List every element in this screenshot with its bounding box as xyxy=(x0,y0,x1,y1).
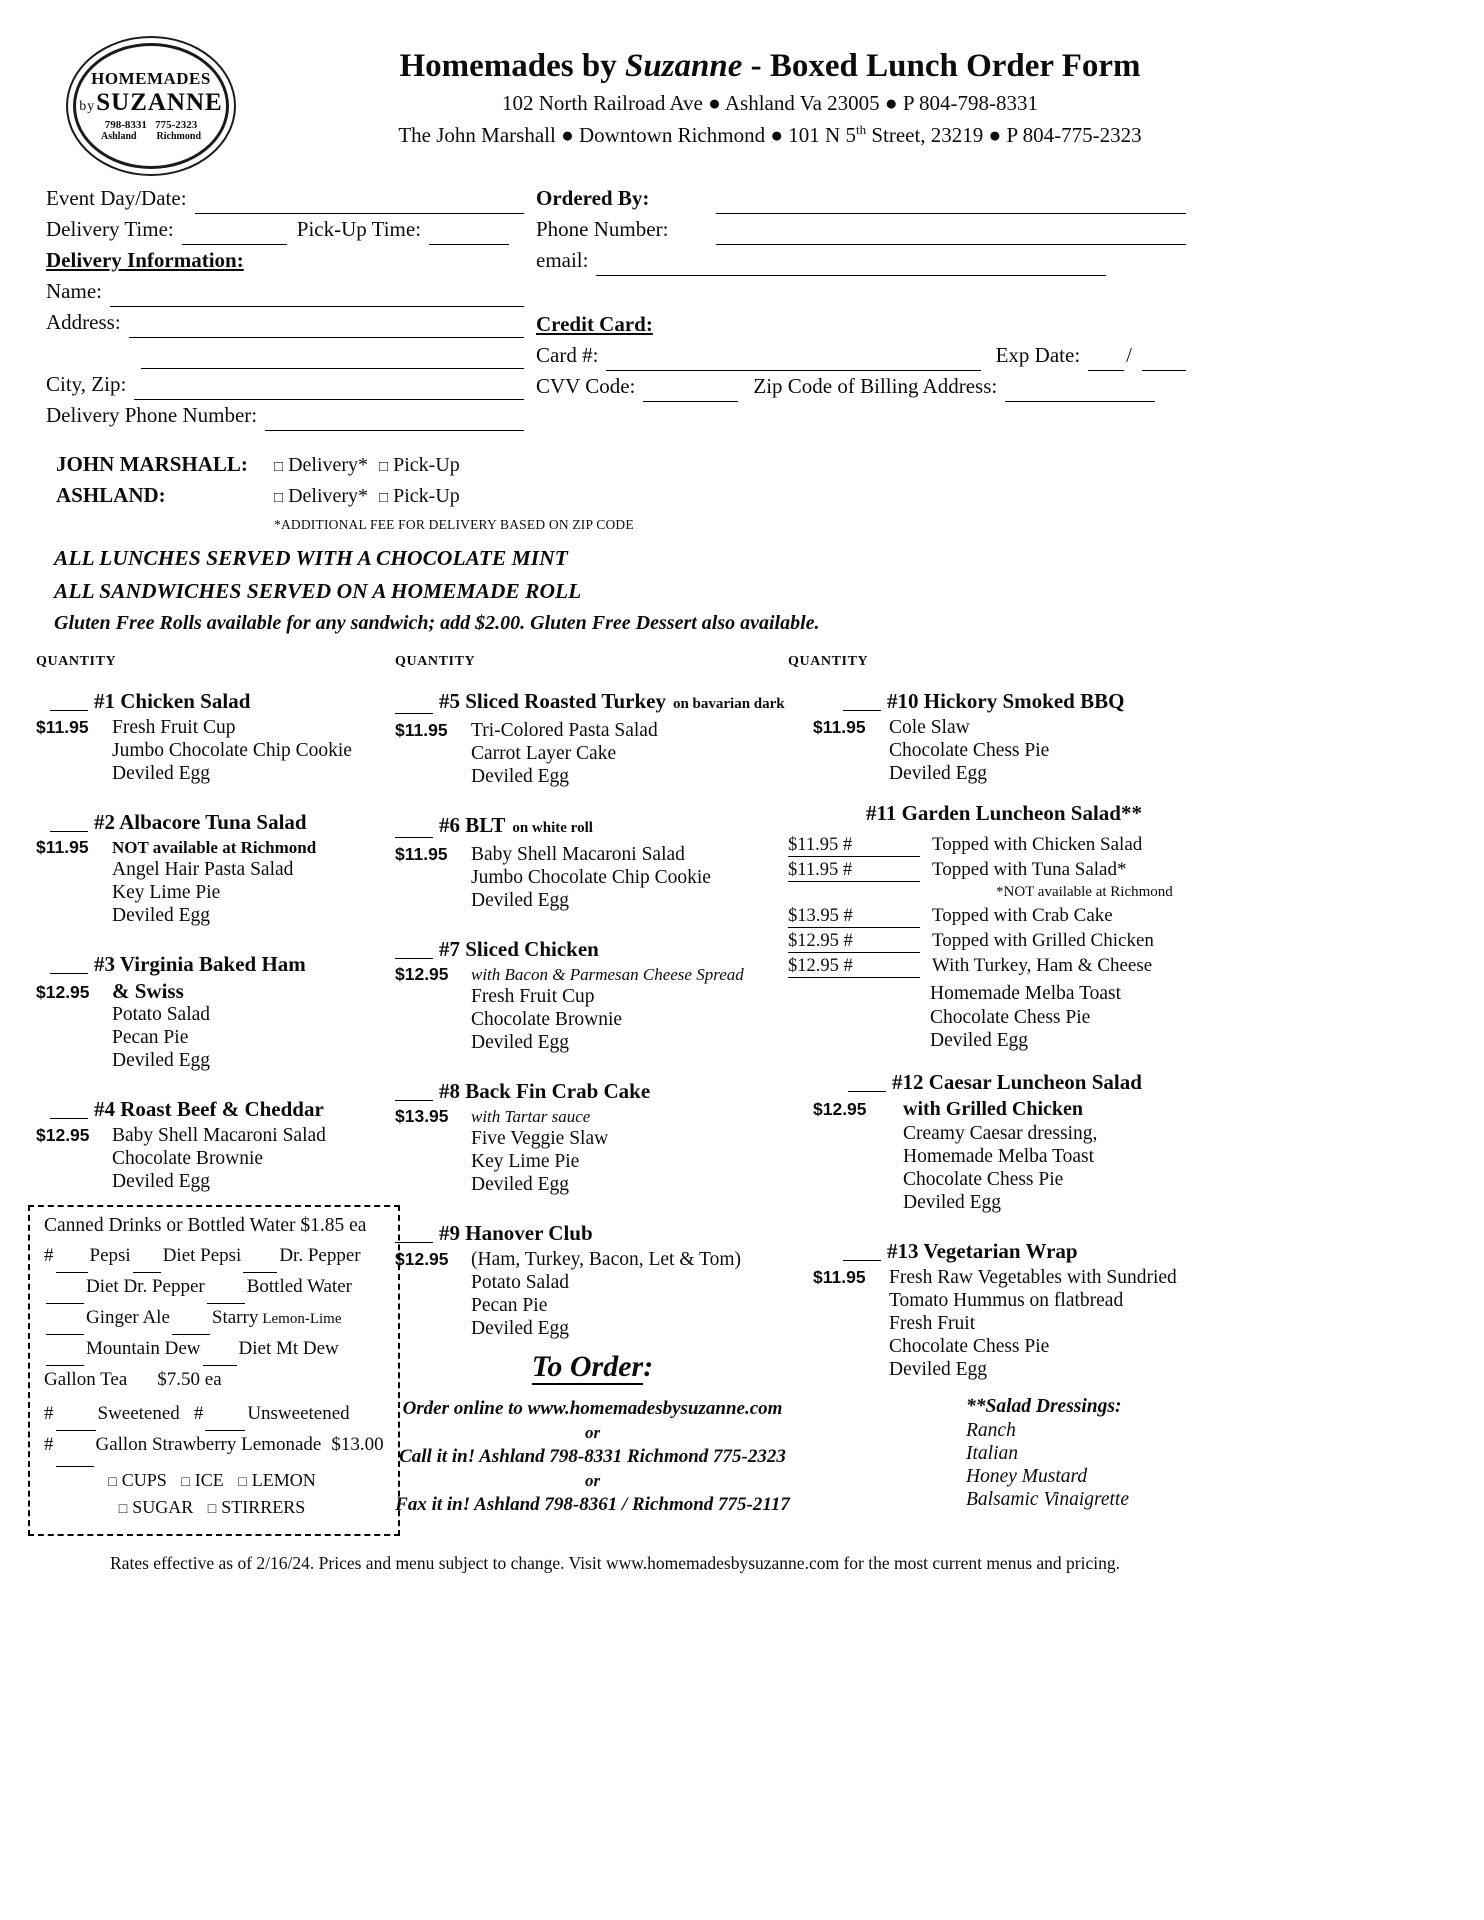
side-item: Deviled Egg xyxy=(889,1358,988,1380)
side-item: Cole Slaw xyxy=(889,717,970,738)
gallon-tea-price: $7.50 ea xyxy=(157,1369,222,1390)
item11-option4-label: Topped with Grilled Chicken xyxy=(932,930,1154,951)
lemon-checkbox[interactable]: □ xyxy=(238,1475,247,1490)
john-marshall-row xyxy=(56,452,634,483)
item6-quantity-field[interactable] xyxy=(395,820,433,838)
hash-sign: # xyxy=(44,1434,54,1455)
or-separator: or xyxy=(584,1471,601,1490)
side-item: Jumbo Chocolate Chip Cookie xyxy=(112,740,352,761)
lemonade-row xyxy=(44,1434,386,1470)
lemon-label: LEMON xyxy=(251,1470,316,1490)
credit-card-heading: Credit Card: xyxy=(536,312,653,336)
sweetened-label: Sweetened xyxy=(97,1403,180,1424)
item1-sides xyxy=(112,716,352,785)
supplies-row-2 xyxy=(44,1497,386,1524)
lemonade-quantity-field[interactable] xyxy=(56,1449,94,1467)
item11-richmond-note: *NOT available at Richmond xyxy=(996,884,1173,900)
menu-item-4-roast-beef-cheddar xyxy=(36,1096,394,1193)
item13-title: #13 Vegetarian Wrap xyxy=(887,1238,1078,1263)
menu-item-2-albacore-tuna-salad xyxy=(36,809,394,927)
stirrers-checkbox[interactable]: □ xyxy=(207,1502,217,1517)
ashland-label: ASHLAND: xyxy=(56,483,166,507)
side-item: Key Lime Pie xyxy=(112,882,221,903)
item11-option1-label: Topped with Chicken Salad xyxy=(932,834,1143,855)
address-field-line1[interactable] xyxy=(129,320,524,338)
pickup-time-field[interactable] xyxy=(429,227,509,245)
side-item: Deviled Egg xyxy=(112,905,211,926)
side-item: Tomato Hummus on flatbread xyxy=(889,1289,1124,1311)
side-item: Baby Shell Macaroni Salad xyxy=(112,1125,326,1146)
dr-pepper-quantity-field[interactable] xyxy=(243,1255,277,1273)
ashland-pickup-label: Pick-Up xyxy=(393,485,460,507)
drinks-row-1 xyxy=(44,1245,386,1276)
location-selection xyxy=(56,452,634,533)
item11-option-4 xyxy=(788,930,1188,955)
chocolate-mint-notice: ALL LUNCHES SERVED WITH A CHOCOLATE MINT xyxy=(54,546,568,570)
item11-option5-label: With Turkey, Ham & Cheese xyxy=(932,955,1153,976)
menu-notices xyxy=(54,546,820,635)
item2-title: #2 Albacore Tuna Salad xyxy=(94,810,307,834)
side-item: Five Veggie Slaw xyxy=(471,1128,609,1149)
order-contact-section xyxy=(536,186,1186,405)
ashland-pickup-checkbox[interactable]: □ xyxy=(379,490,389,506)
name-field[interactable] xyxy=(110,289,524,307)
item1-title: #1 Chicken Salad xyxy=(94,689,251,713)
item9-title: #9 Hanover Club xyxy=(439,1221,593,1245)
item4-sides xyxy=(112,1124,326,1193)
item11-option4-price: $12.95 # xyxy=(788,931,853,951)
menu-item-5-sliced-roasted-turkey xyxy=(395,688,790,788)
item6-bread-note: on white roll xyxy=(512,820,593,836)
item2-price: $11.95 xyxy=(36,837,89,857)
item13-price: $11.95 xyxy=(813,1266,866,1287)
item11-option-1 xyxy=(788,834,1188,859)
or-separator: or xyxy=(584,1423,601,1442)
side-item: Fresh Fruit Cup xyxy=(471,986,595,1007)
exp-date-separator: / xyxy=(1126,343,1132,367)
quantity-header-1: QUANTITY xyxy=(36,654,117,669)
side-item: Deviled Egg xyxy=(903,1191,1002,1213)
gallon-tea-row xyxy=(44,1369,386,1403)
item8-quantity-field[interactable] xyxy=(395,1083,433,1101)
john-marshall-delivery-checkbox[interactable]: □ xyxy=(274,459,284,475)
side-item: Deviled Egg xyxy=(112,1171,211,1192)
ashland-delivery-checkbox[interactable]: □ xyxy=(274,490,284,506)
item9-price: $12.95 xyxy=(395,1249,449,1269)
menu-column-2 xyxy=(395,654,790,1519)
sweetened-quantity-field[interactable] xyxy=(56,1413,96,1431)
delivery-time-field[interactable] xyxy=(182,227,287,245)
item11-option5-quantity-field[interactable] xyxy=(853,955,920,971)
event-date-field[interactable] xyxy=(195,196,524,214)
item11-option-3 xyxy=(788,905,1188,930)
menu-column-3 xyxy=(788,654,1188,1511)
salad-dressings-heading: **Salad Dressings: xyxy=(966,1395,1122,1417)
order-online-line: Order online to www.homemadesbysuzanne.com xyxy=(402,1398,783,1419)
ice-checkbox[interactable]: □ xyxy=(181,1475,190,1490)
cups-checkbox[interactable]: □ xyxy=(108,1475,117,1490)
dressing-item: Ranch xyxy=(966,1419,1016,1441)
order-call-line: Call it in! Ashland 798-8331 Richmond 775-2323 xyxy=(399,1446,786,1467)
side-item: Potato Salad xyxy=(471,1272,570,1293)
starry-quantity-field[interactable] xyxy=(172,1317,210,1335)
footer-note: Rates effective as of 2/16/24. Prices and menu subject to change. Visit www.homemadesbysuzanne.com for the most current menus and pricing. xyxy=(110,1553,1120,1573)
pepsi-label: Pepsi xyxy=(89,1245,131,1266)
unsweetened-quantity-field[interactable] xyxy=(205,1413,245,1431)
hash-sign: # xyxy=(44,1245,54,1266)
menu-item-6-blt xyxy=(395,812,790,912)
item5-title: #5 Sliced Roasted Turkey xyxy=(439,689,666,713)
ginger-ale-quantity-field[interactable] xyxy=(46,1317,84,1335)
cups-label: CUPS xyxy=(121,1470,167,1490)
quantity-header-2: QUANTITY xyxy=(395,654,476,669)
sugar-label: SUGAR xyxy=(132,1497,194,1517)
starry-label: Starry xyxy=(211,1307,259,1328)
menu-item-8-back-fin-crab-cake xyxy=(395,1078,790,1196)
to-order-heading: To Order: xyxy=(531,1350,654,1383)
diet-dr-pepper-label: Diet Dr. Pepper xyxy=(86,1276,205,1297)
item13-quantity-field[interactable] xyxy=(843,1243,881,1261)
ashland-row xyxy=(56,483,634,514)
diet-dr-pepper-quantity-field[interactable] xyxy=(46,1286,84,1304)
side-item: Deviled Egg xyxy=(471,890,570,911)
menu-column-1 xyxy=(36,654,394,1536)
item6-price: $11.95 xyxy=(395,844,448,864)
side-item: Chocolate Brownie xyxy=(112,1148,264,1169)
item8-sauce-note: with Tartar sauce xyxy=(471,1107,591,1126)
item11-option-5 xyxy=(788,955,1188,980)
menu-item-13-vegetarian-wrap xyxy=(788,1238,1188,1381)
city-zip-label: City, Zip: xyxy=(46,372,127,396)
drinks-row-4 xyxy=(44,1338,386,1369)
john-marshall-label: JOHN MARSHALL: xyxy=(56,452,248,476)
item12-quantity-field[interactable] xyxy=(848,1074,886,1092)
item4-price: $12.95 xyxy=(36,1125,90,1145)
name-label: Name: xyxy=(46,279,102,303)
lemonade-label: Gallon Strawberry Lemonade xyxy=(95,1434,322,1455)
john-marshall-delivery-label: Delivery* xyxy=(288,454,369,476)
item7-title: #7 Sliced Chicken xyxy=(439,937,599,961)
item11-option4-quantity-field[interactable] xyxy=(853,930,920,946)
item10-price: $11.95 xyxy=(813,717,866,737)
delivery-information-heading: Delivery Information: xyxy=(46,248,244,272)
side-item: Baby Shell Macaroni Salad xyxy=(471,844,685,865)
card-number-label: Card #: xyxy=(536,343,599,367)
menu-item-11-garden-luncheon-salad xyxy=(788,801,1188,1053)
item1-price: $11.95 xyxy=(36,717,89,737)
menu-item-3-virginia-baked-ham xyxy=(36,951,394,1072)
item3-title: #3 Virginia Baked Ham xyxy=(94,952,306,976)
dressing-item: Honey Mustard xyxy=(966,1465,1088,1487)
item12-subtitle: with Grilled Chicken xyxy=(903,1097,1084,1120)
bottled-water-quantity-field[interactable] xyxy=(207,1286,245,1304)
drinks-row-3 xyxy=(44,1307,386,1338)
diet-pepsi-quantity-field[interactable] xyxy=(133,1255,161,1273)
item11-option2-label: Topped with Tuna Salad* xyxy=(932,859,1127,880)
item1-quantity-field[interactable] xyxy=(50,693,88,711)
header xyxy=(250,48,1290,148)
side-item: Deviled Egg xyxy=(112,1050,211,1071)
item11-option2-quantity-field[interactable] xyxy=(852,859,920,875)
item6-sides xyxy=(471,843,711,912)
address-line-ashland: 102 North Railroad Ave ● Ashland Va 23005 ● P 804-798-8331 xyxy=(502,91,1038,115)
john-marshall-pickup-label: Pick-Up xyxy=(393,454,460,476)
item12-price: $12.95 xyxy=(813,1098,867,1119)
menu-item-9-hanover-club xyxy=(395,1220,790,1340)
exp-year-field[interactable] xyxy=(1142,353,1186,371)
event-delivery-section xyxy=(46,186,524,434)
drinks-section xyxy=(28,1205,400,1536)
item11-option1-price: $11.95 # xyxy=(788,835,853,855)
side-item: Pecan Pie xyxy=(471,1295,548,1316)
item6-title: #6 BLT xyxy=(439,813,506,837)
side-item: Fresh Fruit xyxy=(889,1312,976,1334)
delivery-fee-footnote: *ADDITIONAL FEE FOR DELIVERY BASED ON ZIP CODE xyxy=(274,517,634,532)
side-item: Carrot Layer Cake xyxy=(471,743,617,764)
billing-zip-label: Zip Code of Billing Address: xyxy=(753,374,998,398)
item11-option5-price: $12.95 # xyxy=(788,956,853,976)
item5-quantity-field[interactable] xyxy=(395,696,433,714)
item3-price: $12.95 xyxy=(36,982,90,1002)
gluten-free-notice: Gluten Free Rolls available for any sandwich; add $2.00. Gluten Free Dessert also available. xyxy=(54,612,820,634)
bottled-water-label: Bottled Water xyxy=(246,1276,352,1297)
phone-number-field[interactable] xyxy=(716,227,1186,245)
form-gap xyxy=(536,279,1186,312)
supplies-row-1 xyxy=(44,1470,386,1497)
item5-bread-note: on bavarian dark xyxy=(672,696,785,712)
side-item: Chocolate Chess Pie xyxy=(903,1168,1064,1190)
item12-title: #12 Caesar Luncheon Salad xyxy=(892,1069,1142,1094)
item11-option3-label: Topped with Crab Cake xyxy=(932,905,1113,926)
dressing-item: Italian xyxy=(966,1442,1018,1464)
address-field-line2[interactable] xyxy=(141,351,524,369)
hash-sign: # xyxy=(44,1403,54,1424)
email-field[interactable] xyxy=(596,258,1106,276)
hash-sign: # xyxy=(193,1403,204,1424)
side-item: Fresh Fruit Cup xyxy=(112,717,236,738)
item9-quantity-field[interactable] xyxy=(395,1225,433,1243)
side-item: Deviled Egg xyxy=(889,763,988,784)
item11-option3-quantity-field[interactable] xyxy=(853,905,920,921)
starry-flavor-note: Lemon-Lime xyxy=(262,1311,342,1327)
phone-number-label: Phone Number: xyxy=(536,217,669,241)
drinks-title: Canned Drinks or Bottled Water $1.85 ea xyxy=(44,1215,367,1236)
cvv-label: CVV Code: xyxy=(536,374,636,398)
sugar-checkbox[interactable]: □ xyxy=(118,1502,128,1517)
pepsi-quantity-field[interactable] xyxy=(56,1255,88,1273)
logo-name-line2: bySUZANNE xyxy=(79,88,223,116)
item8-price: $13.95 xyxy=(395,1106,449,1126)
item11-title: #11 Garden Luncheon Salad** xyxy=(866,801,1142,825)
city-zip-field[interactable] xyxy=(134,382,524,400)
side-item: Chocolate Chess Pie xyxy=(930,1006,1091,1028)
diet-mt-dew-quantity-field[interactable] xyxy=(203,1348,237,1366)
ashland-delivery-label: Delivery* xyxy=(288,485,369,507)
dressing-item: Balsamic Vinaigrette xyxy=(966,1488,1130,1510)
lemonade-price: $13.00 xyxy=(331,1434,384,1455)
mountain-dew-quantity-field[interactable] xyxy=(46,1348,84,1366)
ice-label: ICE xyxy=(194,1470,224,1490)
pickup-time-label: Pick-Up Time: xyxy=(296,217,422,241)
item7-sides xyxy=(471,965,744,1054)
menu-item-1-chicken-salad xyxy=(36,688,394,785)
item8-sides xyxy=(471,1107,608,1196)
side-item: Chocolate Brownie xyxy=(471,1009,623,1030)
logo-phones: 798-8331 775-2323 xyxy=(104,119,198,132)
item3-title-line2: & Swiss xyxy=(112,979,184,1003)
item3-sides xyxy=(112,979,210,1072)
item11-option3-price: $13.95 # xyxy=(788,906,853,926)
item5-price: $11.95 xyxy=(395,720,448,740)
logo-cities: Ashland Richmond xyxy=(100,131,202,143)
stirrers-label: STIRRERS xyxy=(221,1497,306,1517)
side-item: Deviled Egg xyxy=(471,766,570,787)
item9-sides xyxy=(471,1248,741,1340)
item12-sides xyxy=(903,1097,1097,1214)
gallon-tea-label: Gallon Tea xyxy=(44,1369,128,1390)
menu-item-7-sliced-chicken xyxy=(395,936,790,1054)
side-item: Homemade Melba Toast xyxy=(930,983,1122,1004)
item11-option2-price: $11.95 # xyxy=(788,860,853,880)
event-date-label: Event Day/Date: xyxy=(46,186,187,210)
exp-month-field[interactable] xyxy=(1088,353,1124,371)
delivery-phone-label: Delivery Phone Number: xyxy=(46,403,258,427)
drinks-row-2 xyxy=(44,1276,386,1307)
exp-date-label: Exp Date: xyxy=(995,343,1081,367)
side-item: Deviled Egg xyxy=(471,1032,570,1053)
dr-pepper-label: Dr. Pepper xyxy=(279,1245,361,1266)
mountain-dew-label: Mountain Dew xyxy=(86,1338,201,1359)
item11-sides xyxy=(930,982,1188,1053)
item7-quantity-field[interactable] xyxy=(395,941,433,959)
item10-quantity-field[interactable] xyxy=(843,693,881,711)
menu-item-12-caesar-luncheon-salad xyxy=(788,1069,1188,1214)
order-fax-line: Fax it in! Ashland 798-8361 / Richmond 775-2117 xyxy=(395,1494,790,1515)
item2-sides xyxy=(112,837,316,927)
item13-sides xyxy=(889,1266,1177,1381)
logo xyxy=(66,36,236,176)
page-title: Homemades by Suzanne - Boxed Lunch Order Form xyxy=(399,48,1141,84)
unsweetened-label: Unsweetened xyxy=(247,1403,350,1424)
side-item: Pecan Pie xyxy=(112,1027,189,1048)
side-item: Tri-Colored Pasta Salad xyxy=(471,720,658,741)
billing-zip-field[interactable] xyxy=(1005,384,1155,402)
item5-sides xyxy=(471,719,658,788)
diet-mt-dew-label: Diet Mt Dew xyxy=(238,1338,339,1359)
side-item: Jumbo Chocolate Chip Cookie xyxy=(471,867,711,888)
ginger-ale-label: Ginger Ale xyxy=(86,1307,170,1328)
ordered-by-label: Ordered By: xyxy=(536,186,650,210)
item11-option-2 xyxy=(788,859,1188,884)
side-item: Key Lime Pie xyxy=(471,1151,580,1172)
item3-quantity-field[interactable] xyxy=(50,956,88,974)
item9-ingredients-note: (Ham, Turkey, Bacon, Let & Tom) xyxy=(471,1249,741,1270)
john-marshall-pickup-checkbox[interactable]: □ xyxy=(379,459,389,475)
to-order-section xyxy=(395,1350,790,1516)
item8-title: #8 Back Fin Crab Cake xyxy=(439,1079,651,1103)
item4-quantity-field[interactable] xyxy=(50,1101,88,1119)
cvv-field[interactable] xyxy=(643,384,738,402)
item4-title: #4 Roast Beef & Cheddar xyxy=(94,1097,324,1121)
delivery-time-label: Delivery Time: xyxy=(46,217,174,241)
item7-spread-note: with Bacon & Parmesan Cheese Spread xyxy=(471,965,744,984)
address-line-richmond: The John Marshall ● Downtown Richmond ● 101 N 5th Street, 23219 ● P 804-775-2323 xyxy=(398,122,1142,147)
item11-option1-quantity-field[interactable] xyxy=(852,834,920,850)
item2-quantity-field[interactable] xyxy=(50,814,88,832)
logo-name-line1: HOMEMADES xyxy=(91,68,211,88)
side-item: Deviled Egg xyxy=(471,1174,570,1195)
salad-dressings xyxy=(966,1395,1188,1511)
side-item: Deviled Egg xyxy=(112,763,211,784)
menu-item-10-hickory-smoked-bbq xyxy=(788,688,1188,785)
item2-availability-note: NOT available at Richmond xyxy=(112,838,317,857)
side-item: Deviled Egg xyxy=(930,1030,1029,1051)
quantity-header-3: QUANTITY xyxy=(788,654,869,669)
item10-title: #10 Hickory Smoked BBQ xyxy=(887,689,1125,713)
side-item: Homemade Melba Toast xyxy=(903,1145,1095,1167)
tea-quantity-row xyxy=(44,1403,386,1434)
side-item: Creamy Caesar dressing, xyxy=(903,1122,1098,1144)
email-label: email: xyxy=(536,248,589,272)
side-item: Chocolate Chess Pie xyxy=(889,740,1050,761)
side-item: Deviled Egg xyxy=(471,1318,570,1339)
side-item: Fresh Raw Vegetables with Sundried xyxy=(889,1266,1177,1288)
homemade-roll-notice: ALL SANDWICHES SERVED ON A HOMEMADE ROLL xyxy=(54,579,582,603)
card-number-field[interactable] xyxy=(606,353,980,371)
delivery-phone-field[interactable] xyxy=(265,413,524,431)
diet-pepsi-label: Diet Pepsi xyxy=(162,1245,242,1266)
address-label: Address: xyxy=(46,310,121,334)
ordered-by-field[interactable] xyxy=(716,196,1186,214)
side-item: Chocolate Chess Pie xyxy=(889,1335,1050,1357)
side-item: Potato Salad xyxy=(112,1004,211,1025)
side-item: Angel Hair Pasta Salad xyxy=(112,859,294,880)
item7-price: $12.95 xyxy=(395,964,449,984)
item10-sides xyxy=(889,716,1049,785)
